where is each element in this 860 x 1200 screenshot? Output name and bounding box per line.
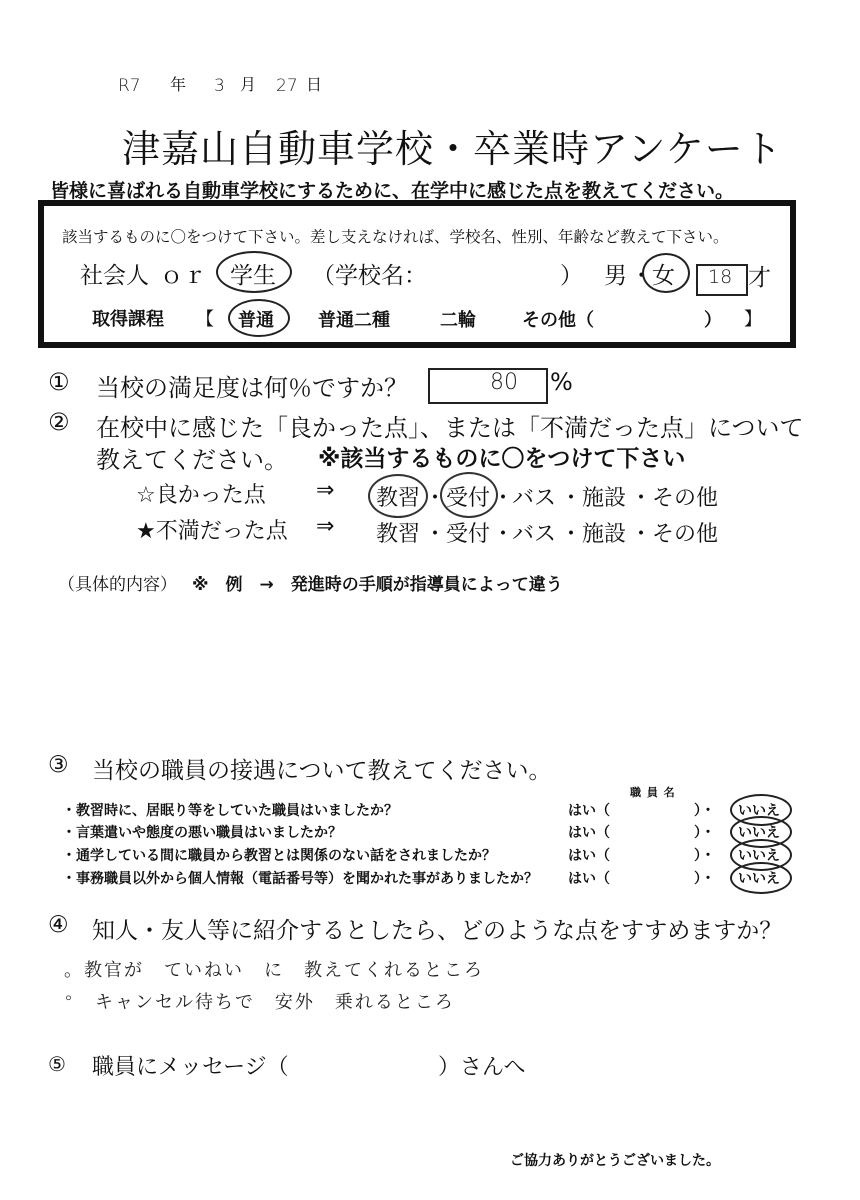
satisfaction-value: 80: [490, 370, 518, 395]
or-label: ｏｒ: [160, 263, 206, 289]
q4-number: ④: [48, 912, 69, 938]
satisfaction-input-box[interactable]: [428, 368, 548, 404]
good-reception-circle-mark: [440, 472, 498, 518]
course-regular2-option[interactable]: 普通二種: [318, 310, 390, 331]
footer-thanks: ご協力ありがとうございました。: [510, 1153, 720, 1169]
q3-row-text: ・教習時に、居眠り等をしていた職員はいましたか？: [62, 803, 398, 819]
date-month-label: 月: [240, 75, 257, 94]
course-other-close: ）: [704, 310, 722, 331]
date-era-year: R7: [118, 76, 141, 96]
course-bracket-close: 】: [744, 309, 762, 330]
bad-opt-lesson[interactable]: 教習: [376, 522, 421, 547]
q3-row-yes[interactable]: はい（: [568, 803, 610, 819]
bad-opt-reception[interactable]: 受付: [446, 522, 491, 547]
good-opt-other[interactable]: その他: [652, 486, 719, 511]
occupation-student-option[interactable]: 学生: [230, 263, 276, 289]
q3-row-close: ）・: [694, 825, 715, 841]
good-sep3: ・: [560, 486, 583, 511]
q2-question-line1: 在校中に感じた「良かった点」、または「不満だった点」について: [96, 414, 804, 442]
gender-separator: ・: [630, 263, 653, 289]
occupation-worker-option[interactable]: 社会人: [80, 263, 149, 289]
q2-question-line2: 教えてください。: [96, 446, 288, 474]
q3-row-text: ・事務職員以外から個人情報（電話番号等）を聞かれた事がありましたか？: [62, 871, 538, 887]
q3-number: ③: [48, 752, 69, 778]
q3-row-text: ・通学している間に職員から教習とは関係のない話をされましたか？: [62, 848, 496, 864]
female-circle-mark: [642, 253, 690, 293]
date-day-label: 日: [306, 75, 323, 94]
bad-opt-bus[interactable]: バス: [512, 522, 557, 547]
course-bracket-open: 【: [196, 309, 214, 330]
q5-question: 職員にメッセージ（: [92, 1055, 289, 1080]
info-instruction: 該当するものに〇をつけて下さい。差し支えなければ、学校名、性別、年齢など教えて下さい。: [62, 228, 729, 246]
bad-opt-other[interactable]: その他: [652, 522, 719, 547]
good-opt-facility[interactable]: 施設: [582, 486, 627, 511]
course-regular-option[interactable]: 普通: [238, 310, 274, 331]
q5-number: ⑤: [48, 1052, 66, 1076]
student-circle-mark: [216, 251, 292, 293]
q3-row-yes[interactable]: はい（: [568, 871, 610, 887]
q2-detail-example: ※ 例 → 発進時の手順が指導員によって違う: [192, 575, 563, 595]
course-bike-option[interactable]: 二輪: [440, 310, 476, 331]
good-opt-reception[interactable]: 受付: [446, 486, 491, 511]
q2-bad-label: ★不満だった点: [136, 519, 288, 544]
staff-name-header: 職 員 名: [630, 786, 676, 799]
good-opt-lesson[interactable]: 教習: [376, 486, 421, 511]
date-year-label: 年: [170, 75, 187, 94]
age-value: 18: [708, 266, 733, 288]
q3-row-close: ）・: [694, 803, 715, 819]
q2-detail-label: （具体的内容）: [58, 575, 177, 595]
q3-row-close: ）・: [694, 848, 715, 864]
q5-suffix: ）さんへ: [438, 1055, 526, 1080]
course-other-option[interactable]: その他（: [522, 310, 594, 331]
good-sep1: ・: [424, 486, 447, 511]
page-subtitle: 皆様に喜ばれる自動車学校にするために、在学中に感じた点を教えてください。: [50, 180, 735, 202]
q4-answer-line: 。教官が ていねい に 教えてくれるところ: [64, 960, 484, 981]
good-sep4: ・: [630, 486, 653, 511]
good-sep2: ・: [492, 486, 515, 511]
bad-opt-facility[interactable]: 施設: [582, 522, 627, 547]
q3-row-no[interactable]: いいえ: [738, 848, 780, 864]
bad-sep3: ・: [560, 522, 583, 547]
good-opt-bus[interactable]: バス: [512, 486, 557, 511]
q2-good-arrow: ⇒: [316, 478, 335, 503]
q3-row-no-circle-mark: [730, 862, 792, 894]
q2-bad-arrow: ⇒: [316, 514, 335, 539]
course-regular-circle-mark: [228, 299, 290, 337]
q1-question: 当校の満足度は何％ですか？: [96, 374, 408, 402]
page-title: 津嘉山自動車学校・卒業時アンケート: [122, 127, 783, 171]
q2-note: ※該当するものに〇をつけて下さい: [318, 446, 686, 472]
q3-row-text: ・言葉遣いや態度の悪い職員はいましたか？: [62, 825, 342, 841]
bad-sep1: ・: [424, 522, 447, 547]
date-day: 27: [276, 76, 298, 96]
bad-sep2: ・: [492, 522, 515, 547]
q3-row-no[interactable]: いいえ: [738, 825, 780, 841]
q3-row-yes[interactable]: はい（: [568, 848, 610, 864]
course-label: 取得課程: [92, 309, 164, 330]
bad-sep4: ・: [630, 522, 653, 547]
school-name-close: ）: [560, 263, 583, 289]
q3-row-yes[interactable]: はい（: [568, 825, 610, 841]
q4-answer-line: ° キャンセル待ちで 安外 乗れるところ: [64, 992, 455, 1013]
gender-male-option[interactable]: 男: [604, 263, 627, 289]
date-month: 3: [214, 76, 225, 96]
q2-good-label: ☆良かった点: [136, 483, 266, 508]
school-name-label: （学校名：: [312, 263, 427, 289]
gender-female-option[interactable]: 女: [652, 263, 675, 289]
age-unit: 才: [748, 265, 771, 291]
good-lesson-circle-mark: [368, 474, 428, 518]
q3-row-no[interactable]: いいえ: [738, 803, 780, 819]
satisfaction-unit: %: [550, 368, 573, 396]
q1-number: ①: [48, 368, 70, 396]
q4-question: 知人・友人等に紹介するとしたら、どのような点をすすめますか？: [92, 918, 783, 944]
q3-question: 当校の職員の接遇について教えてください。: [92, 758, 552, 784]
q2-number: ②: [48, 408, 70, 436]
q3-row-no[interactable]: いいえ: [738, 871, 780, 887]
q3-row-close: ）・: [694, 871, 715, 887]
